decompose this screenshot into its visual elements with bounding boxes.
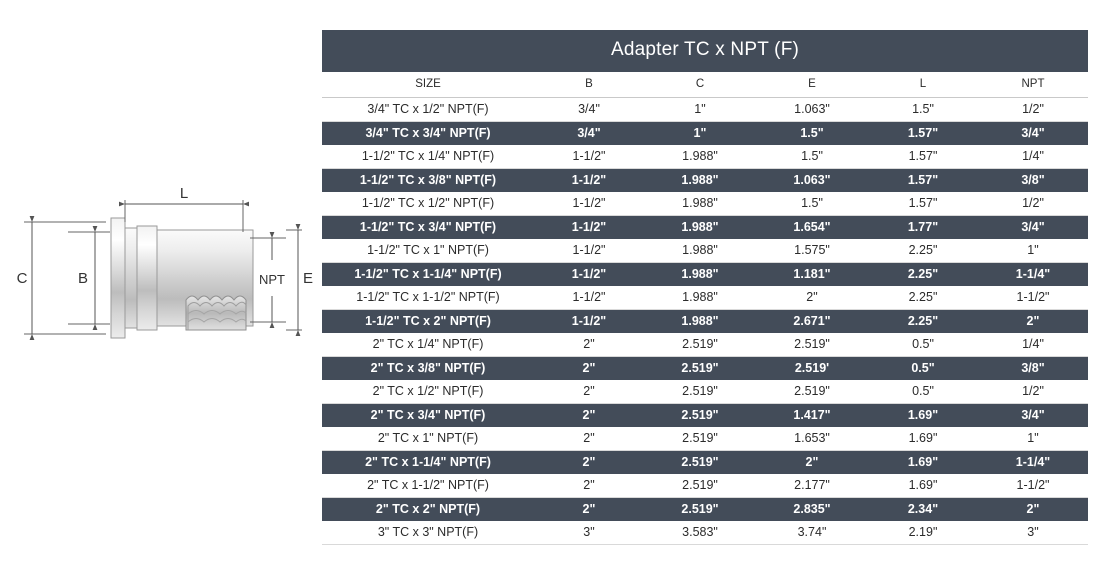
table-row [322, 310, 1088, 334]
cell-npt: 1/2" [978, 192, 1088, 216]
cell-c: 1.988" [644, 310, 756, 334]
cell-b: 3/4" [534, 122, 644, 146]
cell-b: 2" [534, 427, 644, 451]
table-row [322, 404, 1088, 428]
cell-size: 3/4" TC x 3/4" NPT(F) [322, 122, 534, 146]
cell-l: 0.5" [868, 380, 978, 404]
table-row [322, 380, 1088, 404]
column-header-b: B [534, 72, 644, 98]
dimension-label-b: B [77, 270, 89, 287]
cell-b: 2" [534, 451, 644, 475]
cell-b: 3" [534, 521, 644, 545]
cell-npt: 3/4" [978, 404, 1088, 428]
cell-size: 1-1/2" TC x 3/4" NPT(F) [322, 216, 534, 240]
cell-npt: 1/4" [978, 145, 1088, 169]
npt-thread-detail [186, 296, 246, 330]
cell-npt: 2" [978, 498, 1088, 522]
cell-b: 1-1/2" [534, 239, 644, 263]
table-row [322, 98, 1088, 122]
cell-e: 1.653" [756, 427, 868, 451]
column-header-size: SIZE [322, 72, 534, 98]
cell-e: 2" [756, 286, 868, 310]
cell-e: 3.74" [756, 521, 868, 545]
dimension-label-l: L [179, 185, 189, 202]
cell-size: 1-1/2" TC x 2" NPT(F) [322, 310, 534, 334]
cell-size: 2" TC x 1/2" NPT(F) [322, 380, 534, 404]
table-body [322, 98, 1088, 545]
cell-b: 1-1/2" [534, 192, 644, 216]
cell-npt: 1-1/4" [978, 263, 1088, 287]
cell-e: 2.671" [756, 310, 868, 334]
cell-size: 2" TC x 1-1/4" NPT(F) [322, 451, 534, 475]
cell-e: 1.575" [756, 239, 868, 263]
cell-c: 1" [644, 98, 756, 122]
column-header-l: L [868, 72, 978, 98]
cell-c: 2.519" [644, 474, 756, 498]
table-row [322, 216, 1088, 240]
cell-e: 2.519" [756, 380, 868, 404]
cell-l: 1.57" [868, 192, 978, 216]
dimension-e [286, 230, 313, 330]
cell-size: 3/4" TC x 1/2" NPT(F) [322, 98, 534, 122]
cell-c: 1.988" [644, 216, 756, 240]
cell-size: 3" TC x 3" NPT(F) [322, 521, 534, 545]
cell-l: 2.34" [868, 498, 978, 522]
cell-size: 2" TC x 1-1/2" NPT(F) [322, 474, 534, 498]
cell-l: 0.5" [868, 357, 978, 381]
cell-npt: 3/4" [978, 122, 1088, 146]
dimension-c [17, 222, 106, 334]
cell-l: 2.25" [868, 263, 978, 287]
cell-c: 2.519" [644, 333, 756, 357]
cell-b: 1-1/2" [534, 286, 644, 310]
table-row [322, 145, 1088, 169]
table-row [322, 498, 1088, 522]
table-row [322, 192, 1088, 216]
spec-table [322, 30, 1088, 545]
cell-e: 1.417" [756, 404, 868, 428]
cell-npt: 3" [978, 521, 1088, 545]
cell-c: 2.519" [644, 380, 756, 404]
table-row [322, 263, 1088, 287]
cell-size: 2" TC x 3/4" NPT(F) [322, 404, 534, 428]
cell-e: 2.519' [756, 357, 868, 381]
cell-e: 1.654" [756, 216, 868, 240]
cell-size: 2" TC x 2" NPT(F) [322, 498, 534, 522]
table-row [322, 333, 1088, 357]
cell-size: 1-1/2" TC x 1" NPT(F) [322, 239, 534, 263]
table-row [322, 451, 1088, 475]
cell-c: 1.988" [644, 286, 756, 310]
cell-size: 1-1/2" TC x 1-1/2" NPT(F) [322, 286, 534, 310]
dimension-label-e: E [302, 270, 314, 287]
cell-npt: 1" [978, 427, 1088, 451]
cell-size: 1-1/2" TC x 1/2" NPT(F) [322, 192, 534, 216]
cell-b: 2" [534, 333, 644, 357]
cell-size: 1-1/2" TC x 3/8" NPT(F) [322, 169, 534, 193]
cell-c: 2.519" [644, 498, 756, 522]
table-header-row [322, 72, 1088, 98]
cell-l: 0.5" [868, 333, 978, 357]
cell-size: 2" TC x 1" NPT(F) [322, 427, 534, 451]
table-row [322, 286, 1088, 310]
cell-b: 2" [534, 474, 644, 498]
cell-npt: 3/4" [978, 216, 1088, 240]
cell-size: 1-1/2" TC x 1-1/4" NPT(F) [322, 263, 534, 287]
cell-c: 1.988" [644, 263, 756, 287]
cell-b: 1-1/2" [534, 145, 644, 169]
cell-l: 1.77" [868, 216, 978, 240]
cell-b: 2" [534, 357, 644, 381]
cell-c: 1.988" [644, 192, 756, 216]
cell-npt: 1/4" [978, 333, 1088, 357]
table-row [322, 357, 1088, 381]
column-header-npt: NPT [978, 72, 1088, 98]
cell-c: 1.988" [644, 239, 756, 263]
cell-l: 1.5" [868, 98, 978, 122]
table-row [322, 169, 1088, 193]
cell-e: 1.063" [756, 98, 868, 122]
cell-size: 2" TC x 3/8" NPT(F) [322, 357, 534, 381]
product-drawing [0, 0, 320, 558]
cell-e: 1.5" [756, 122, 868, 146]
cell-b: 1-1/2" [534, 169, 644, 193]
dimension-l [125, 185, 243, 232]
cell-e: 2.177" [756, 474, 868, 498]
table-title: Adapter TC x NPT (F) [322, 30, 1088, 72]
cell-l: 1.57" [868, 122, 978, 146]
cell-l: 1.57" [868, 145, 978, 169]
cell-c: 2.519" [644, 451, 756, 475]
cell-npt: 1-1/4" [978, 451, 1088, 475]
cell-c: 1" [644, 122, 756, 146]
cell-e: 2.835" [756, 498, 868, 522]
cell-b: 2" [534, 380, 644, 404]
cell-npt: 2" [978, 310, 1088, 334]
cell-e: 1.5" [756, 192, 868, 216]
dimension-npt [250, 238, 286, 322]
dimension-b [68, 232, 110, 324]
spec-table-container [322, 30, 1088, 545]
dimension-label-c: C [16, 270, 28, 287]
cell-l: 2.19" [868, 521, 978, 545]
cell-c: 1.988" [644, 169, 756, 193]
cell-c: 1.988" [644, 145, 756, 169]
cell-b: 1-1/2" [534, 263, 644, 287]
table-row [322, 239, 1088, 263]
cell-npt: 1" [978, 239, 1088, 263]
column-header-c: C [644, 72, 756, 98]
table-row [322, 427, 1088, 451]
cell-b: 1-1/2" [534, 216, 644, 240]
cell-b: 1-1/2" [534, 310, 644, 334]
cell-npt: 3/8" [978, 357, 1088, 381]
cell-e: 1.181" [756, 263, 868, 287]
cell-npt: 1/2" [978, 380, 1088, 404]
cell-npt: 1-1/2" [978, 286, 1088, 310]
cell-c: 3.583" [644, 521, 756, 545]
cell-c: 2.519" [644, 357, 756, 381]
cell-b: 2" [534, 498, 644, 522]
table-row [322, 521, 1088, 545]
tc-flange [111, 218, 137, 338]
cell-e: 2" [756, 451, 868, 475]
cell-l: 1.69" [868, 451, 978, 475]
cell-size: 1-1/2" TC x 1/4" NPT(F) [322, 145, 534, 169]
cell-e: 1.063" [756, 169, 868, 193]
adapter-diagram-svg [0, 0, 320, 558]
table-row [322, 474, 1088, 498]
table-row [322, 122, 1088, 146]
cell-l: 1.69" [868, 474, 978, 498]
cell-l: 1.69" [868, 404, 978, 428]
cell-l: 1.69" [868, 427, 978, 451]
cell-l: 2.25" [868, 310, 978, 334]
cell-b: 3/4" [534, 98, 644, 122]
column-header-e: E [756, 72, 868, 98]
cell-l: 2.25" [868, 239, 978, 263]
cell-size: 2" TC x 1/4" NPT(F) [322, 333, 534, 357]
cell-npt: 3/8" [978, 169, 1088, 193]
cell-b: 2" [534, 404, 644, 428]
cell-e: 2.519" [756, 333, 868, 357]
cell-l: 1.57" [868, 169, 978, 193]
cell-c: 2.519" [644, 404, 756, 428]
cell-npt: 1/2" [978, 98, 1088, 122]
cell-e: 1.5" [756, 145, 868, 169]
cell-npt: 1-1/2" [978, 474, 1088, 498]
cell-l: 2.25" [868, 286, 978, 310]
dimension-label-npt: NPT [259, 272, 285, 287]
cell-c: 2.519" [644, 427, 756, 451]
